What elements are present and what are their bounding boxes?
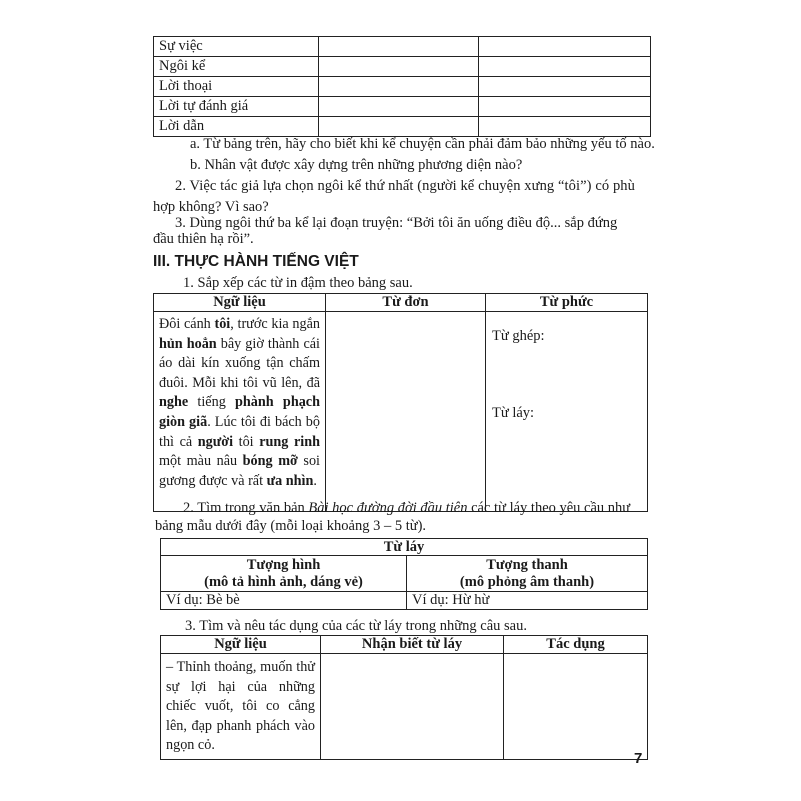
- passage-text: bây giờ thành cái áo dài kín xuống tận chấm đuôi. Mỗi khi tôi vũ lên, đã: [159, 335, 320, 391]
- empty-cell: [479, 77, 651, 97]
- task-2-title: Bài học đường đời đầu tiên: [308, 500, 468, 516]
- bold-word: tôi: [214, 316, 231, 332]
- table1-header-simple: Từ đơn: [326, 294, 486, 312]
- table1-passage: [154, 312, 326, 512]
- table-row: [154, 57, 651, 77]
- table2-col1-header: [161, 556, 407, 592]
- col1-title: Tượng hình: [246, 557, 321, 573]
- table1-complex-cell: [486, 312, 648, 512]
- table1-header-corpus: Ngữ liệu: [154, 294, 326, 312]
- empty-cell: [319, 77, 479, 97]
- table3-identify-cell: [321, 654, 504, 760]
- bold-word: phành phạch giòn giã: [159, 394, 320, 430]
- bold-word: hủn hoẳn: [159, 335, 217, 352]
- row-label: Sự việc: [154, 37, 319, 57]
- empty-cell: [479, 37, 651, 57]
- table-row: [154, 97, 651, 117]
- passage-text: Đôi cánh: [159, 316, 215, 332]
- table1-header-complex: Từ phức: [486, 294, 648, 312]
- table-row: [154, 77, 651, 97]
- bold-word: bóng mỡ: [242, 453, 298, 470]
- passage-text: tiếng: [188, 394, 236, 411]
- col1-sub: (mô tả hình ảnh, dáng vẻ): [204, 574, 363, 590]
- question-b: b. Nhân vật được xây dựng trên những phương diện nào?: [190, 157, 523, 173]
- passage-text: soi gương được và rất: [159, 453, 320, 489]
- page-number: 7: [634, 750, 643, 767]
- task-2-post: các từ láy theo yêu cầu như: [467, 500, 631, 516]
- word-sort-table: [153, 293, 648, 512]
- question-2-line1: 2. Việc tác giả lựa chọn ngôi kể thứ nhất (người kể chuyện xưng “tôi”) có phù: [175, 178, 635, 194]
- table3-header-corpus: Ngữ liệu: [161, 636, 321, 654]
- reduplicative-label: Từ láy:: [492, 405, 535, 421]
- question-3-line1: 3. Dùng ngôi thứ ba kể lại đoạn truyện: “Bởi tôi ăn uống điều độ... sắp đứng: [175, 215, 618, 231]
- empty-cell: [479, 97, 651, 117]
- passage-text: một màu nâu: [159, 453, 243, 470]
- question-3-line2: đầu thiên hạ rồi”.: [153, 231, 254, 247]
- question-2-line2: hợp không? Vì sao?: [153, 199, 269, 215]
- row-label: Ngôi kể: [154, 57, 319, 77]
- bold-word: rung rinh: [259, 433, 320, 450]
- bold-word: nghe: [159, 394, 189, 411]
- task-2-line1: [183, 498, 630, 518]
- col2-sub: (mô phỏng âm thanh): [459, 574, 595, 590]
- table3-header-effect: Tác dụng: [504, 636, 648, 654]
- task-3: 3. Tìm và nêu tác dụng của các từ láy trong những câu sau.: [185, 618, 527, 634]
- table3-passage: – Thỉnh thoảng, muốn thử sự lợi hại của những chiếc vuốt, tôi co cẳng lên, đạp phanh phách vào ngọn cỏ.: [161, 654, 321, 760]
- narrative-elements-table: [153, 36, 651, 137]
- table2-col2-example: Ví dụ: Hừ hừ: [407, 592, 648, 610]
- table-row: [154, 37, 651, 57]
- table3-effect-cell: [504, 654, 648, 760]
- table2-col2-header: [407, 556, 648, 592]
- task-2-line2: bảng mẫu dưới đây (mỗi loại khoảng 3 – 5 từ).: [155, 518, 427, 534]
- row-label: Lời tự đánh giá: [154, 97, 319, 117]
- empty-cell: [319, 57, 479, 77]
- bold-word: người: [197, 433, 234, 450]
- empty-cell: [319, 37, 479, 57]
- table2-col1-example: Ví dụ: Bè bè: [161, 592, 407, 610]
- section-heading: III. THỰC HÀNH TIẾNG VIỆT: [153, 253, 359, 270]
- reduplicative-table: [160, 538, 648, 610]
- effect-table: [160, 635, 648, 760]
- bold-word: ưa nhìn: [266, 472, 314, 489]
- table3-header-identify: Nhận biết từ láy: [321, 636, 504, 654]
- row-label: Lời dẫn: [154, 117, 319, 137]
- empty-cell: [319, 97, 479, 117]
- table2-title: Từ láy: [161, 539, 648, 556]
- question-a: a. Từ bảng trên, hãy cho biết khi kể chuyện cần phải đảm bảo những yếu tố nào.: [190, 136, 655, 152]
- compound-label: Từ ghép:: [492, 328, 545, 344]
- col2-title: Tượng thanh: [486, 557, 568, 573]
- table1-simple-cell: [326, 312, 486, 512]
- passage-text: , trước kia ngắn: [230, 316, 320, 332]
- task-2-pre: 2. Tìm trong văn bản: [183, 500, 309, 516]
- empty-cell: [479, 57, 651, 77]
- passage-text: tôi: [233, 433, 260, 450]
- passage-text: .: [313, 472, 317, 489]
- passage-text: . Lúc tôi đi bách bộ thì cả: [159, 413, 320, 450]
- task-1: 1. Sắp xếp các từ in đậm theo bảng sau.: [183, 275, 413, 291]
- row-label: Lời thoại: [154, 77, 319, 97]
